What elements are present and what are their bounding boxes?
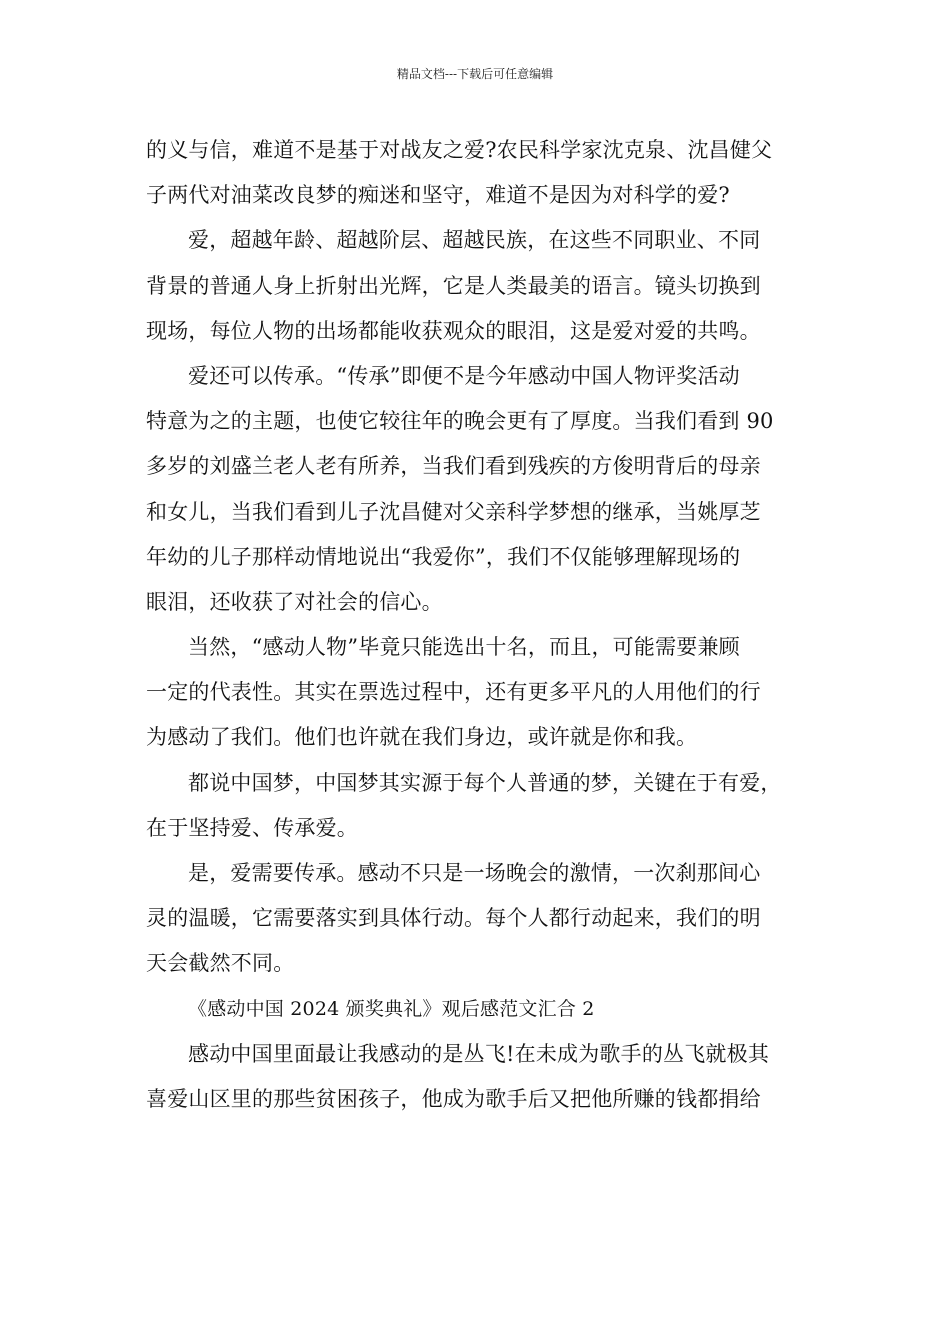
text-line: 是，爱需要传承。感动不只是一场晚会的激情，一次刹那间心 (188, 861, 761, 885)
text-line: 一定的代表性。其实在票选过程中，还有更多平凡的人用他们的行 (146, 680, 761, 705)
text-line: 多岁的刘盛兰老人老有所养，当我们看到残疾的方俊明背后的母亲 (146, 454, 761, 479)
text-line: 特意为之的主题，也使它较往年的晚会更有了厚度。当我们看到 90 (146, 409, 774, 434)
text-line: 年幼的儿子那样动情地说出“我爱你”，我们不仅能够理解现场的 (146, 544, 741, 569)
text-line: 都说中国梦，中国梦其实源于每个人普通的梦，关键在于有爱， (188, 770, 782, 795)
text-line: 当然，“感动人物”毕竟只能选出十名，而且，可能需要兼顾 (188, 635, 740, 660)
text-line: 现场，每位人物的出场都能收获观众的眼泪，这是爱对爱的共鸣。 (146, 318, 761, 343)
section-heading: 《感动中国 2024 颁奖典礼》观后感范文汇合 2 (188, 997, 595, 1020)
text-line: 子两代对油菜改良梦的痴迷和坚守，难道不是因为对科学的爱? (146, 183, 730, 208)
text-line: 为感动了我们。他们也许就在我们身边，或许就是你和我。 (146, 725, 698, 750)
document-body (146, 130, 806, 1124)
text-line: 感动中国里面最让我感动的是丛飞!在未成为歌手的丛飞就极其 (188, 1041, 770, 1066)
text-line: 的义与信，难道不是基于对战友之爱?农民科学家沈克泉、沈昌健父 (146, 138, 773, 162)
text-line: 爱，超越年龄、超越阶层、超越民族，在这些不同职业、不同 (188, 228, 761, 253)
text-line: 天会截然不同。 (146, 951, 295, 976)
text-line: 眼泪，还收获了对社会的信心。 (146, 589, 443, 614)
page-header: 精品文档---下载后可任意编辑 (396, 67, 554, 81)
text-line: 背景的普通人身上折射出光辉，它是人类最美的语言。镜头切换到 (146, 273, 761, 298)
text-line: 在于坚持爱、传承爱。 (146, 815, 358, 840)
text-line: 爱还可以传承。“传承”即便不是今年感动中国人物评奖活动 (188, 363, 740, 388)
text-line: 灵的温暖，它需要落实到具体行动。每个人都行动起来，我们的明 (146, 906, 761, 931)
text-line: 和女儿，当我们看到儿子沈昌健对父亲科学梦想的继承，当姚厚芝 (146, 499, 761, 524)
text-line: 喜爱山区里的那些贫困孩子，他成为歌手后又把他所赚的钱都捐给 (146, 1086, 761, 1111)
